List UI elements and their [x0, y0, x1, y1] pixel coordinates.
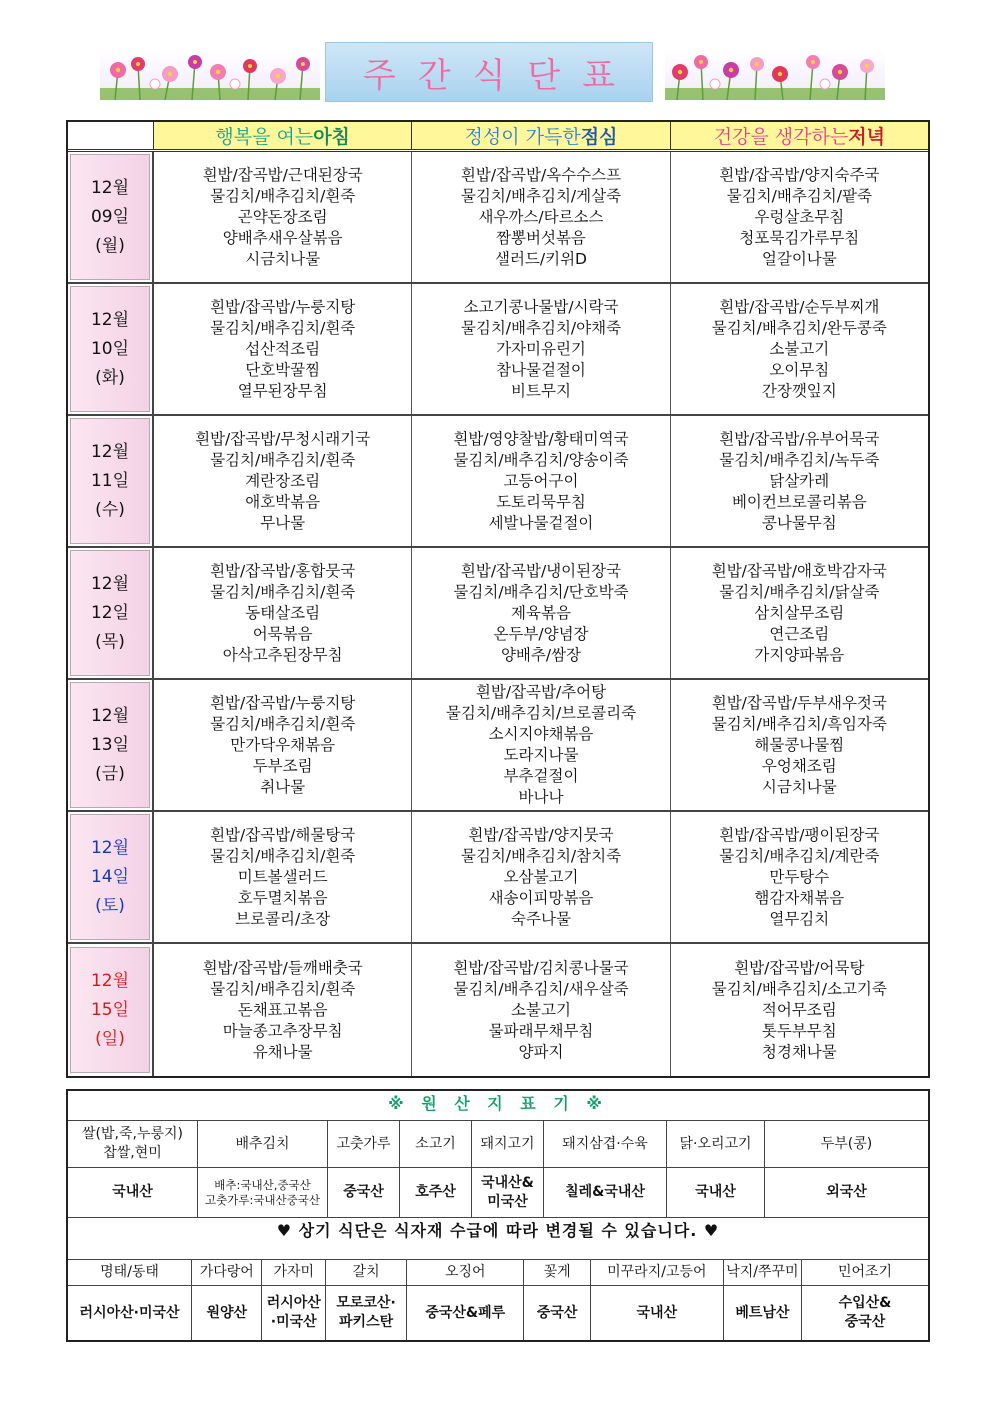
menu-item: 물김치/배추김치/게살죽 [460, 186, 622, 205]
origin-value: 러시아산·미국산 [68, 1286, 192, 1340]
date-day: 14일 [90, 866, 130, 887]
menu-item: 흰밥/잡곡밥/어묵탕 [734, 958, 865, 977]
menu-item: 흰밥/잡곡밥/옥수수스프 [460, 165, 622, 184]
menu-item: 흰밥/잡곡밥/김치콩나물국 [453, 958, 629, 977]
origin-label: 고춧가루 [328, 1121, 400, 1167]
menu-item: 물김치/배추김치/브로콜리죽 [445, 704, 637, 722]
breakfast-header: 행복을 여는 아침 [154, 122, 412, 149]
menu-item: 연근조림 [769, 624, 830, 643]
menu-item: 삼치살무조림 [754, 603, 845, 622]
menu-item: 열무김치 [769, 909, 830, 928]
dinner-menu-cell [671, 812, 928, 942]
menu-item: 만두탕수 [769, 867, 830, 886]
menu-item: 미트볼샐러드 [237, 867, 328, 886]
menu-item: 계란장조림 [245, 471, 321, 490]
origin-value: 국내산 [591, 1286, 724, 1340]
menu-item: 어묵볶음 [252, 624, 313, 643]
date-day: 15일 [90, 999, 130, 1020]
date-box [70, 947, 150, 1073]
menu-item: 흰밥/잡곡밥/순두부찌개 [719, 297, 880, 316]
origin-label: 명태/동태 [68, 1260, 192, 1285]
origin-row1-values [68, 1168, 928, 1218]
menu-day-row [68, 944, 928, 1076]
dinner-header: 건강을 생각하는 저녁 [671, 122, 928, 149]
menu-item: 양배추/쌈장 [500, 645, 582, 664]
menu-item: 샐러드/키위D [494, 249, 587, 268]
date-month: 12월 [90, 177, 130, 198]
breakfast-menu-cell [154, 548, 412, 678]
menu-item: 시금치나물 [245, 249, 321, 268]
origin-value: 국내산 [68, 1168, 198, 1217]
origin-value: 러시아산 ·미국산 [262, 1286, 326, 1340]
menu-item: 오삼불고기 [503, 867, 579, 886]
date-cell [68, 812, 154, 942]
lunch-menu-cell [412, 548, 670, 678]
menu-item: 바나나 [518, 788, 564, 806]
menu-day-row [68, 152, 928, 284]
origin-label: 돼지고기 [472, 1121, 544, 1167]
date-dow: (일) [95, 1028, 125, 1049]
menu-item: 햄감자채볶음 [754, 888, 845, 907]
menu-item: 아삭고추된장무침 [222, 645, 343, 664]
origin-value: 모로코산· 파키스탄 [326, 1286, 407, 1340]
menu-item: 열무된장무침 [237, 381, 328, 400]
date-dow: (월) [95, 235, 125, 256]
menu-item: 소불고기 [511, 1000, 571, 1019]
date-box [70, 550, 150, 676]
dinner-menu-cell [671, 548, 928, 678]
menu-item: 흰밥/잡곡밥/누룽지탕 [210, 297, 356, 316]
dinner-menu-cell [671, 944, 928, 1076]
date-box [70, 682, 150, 808]
menu-item: 제육볶음 [511, 603, 571, 622]
date-day: 12일 [90, 602, 130, 623]
menu-item: 적어무조림 [761, 1000, 837, 1019]
menu-item: 온두부/양념장 [493, 624, 589, 643]
origin-value: 국내산& 미국산 [472, 1168, 544, 1217]
date-dow: (토) [95, 895, 125, 916]
menu-item: 단호박꿀찜 [245, 360, 321, 379]
origin-label: 닭·오리고기 [667, 1121, 765, 1167]
origin-label: 오징어 [407, 1260, 524, 1285]
dinner-menu-cell [671, 284, 928, 414]
menu-item: 두부조림 [252, 756, 313, 775]
menu-item: 콩나물무침 [761, 513, 837, 532]
menu-item: 물김치/배추김치/소고기죽 [711, 979, 887, 998]
menu-item: 소고기콩나물밥/시락국 [463, 297, 619, 316]
menu-item: 닭살카레 [769, 471, 830, 490]
lunch-menu-cell [412, 944, 670, 1076]
menu-item: 물김치/배추김치/흰죽 [210, 714, 356, 733]
menu-item: 물김치/배추김치/흰죽 [210, 582, 356, 601]
menu-item: 새우까스/타르소스 [478, 207, 604, 226]
menu-item: 톳두부무침 [761, 1021, 837, 1040]
menu-item: 물김치/배추김치/흰죽 [210, 846, 356, 865]
origin-value: 수입산& 중국산 [838, 1295, 892, 1330]
origin-value: 배추:국내산,중국산 고춧가루:국내산중국산 [198, 1168, 328, 1217]
menu-item: 흰밥/잡곡밥/해물탕국 [210, 825, 356, 844]
origin-value: 국내산 [667, 1168, 765, 1217]
weekly-menu-table [66, 120, 930, 1078]
menu-item: 우엉채조림 [761, 756, 837, 775]
menu-item: 물김치/배추김치/흰죽 [210, 450, 356, 469]
menu-item: 물김치/배추김치/흰죽 [210, 979, 356, 998]
date-month: 12월 [90, 573, 130, 594]
menu-item: 흰밥/잡곡밥/양지뭇국 [468, 825, 614, 844]
menu-item: 돈채표고볶음 [237, 1000, 328, 1019]
breakfast-menu-cell [154, 152, 412, 282]
menu-item: 시금치나물 [761, 777, 837, 796]
date-cell [68, 680, 154, 810]
page-title: 주간식단표 [362, 55, 638, 96]
lunch-menu-cell [412, 152, 670, 282]
menu-item: 물김치/배추김치/흰죽 [210, 318, 356, 337]
date-month: 12월 [90, 441, 130, 462]
date-box [70, 814, 150, 940]
menu-item: 우렁살초무침 [754, 207, 845, 226]
menu-item: 참나물겉절이 [496, 360, 586, 379]
lunch-menu-cell [412, 416, 670, 546]
day-rows [68, 152, 928, 1076]
menu-item: 물김치/배추김치/양송이죽 [453, 450, 629, 469]
menu-item: 동태살조림 [245, 603, 321, 622]
dinner-menu-cell [671, 152, 928, 282]
date-dow: (수) [95, 499, 125, 520]
menu-item: 물김치/배추김치/흑임자죽 [711, 714, 887, 733]
date-box [70, 286, 150, 412]
menu-item: 간장깻잎지 [761, 381, 837, 400]
menu-item: 곤약돈장조림 [237, 207, 328, 226]
date-month: 12월 [90, 309, 130, 330]
menu-item: 해물콩나물찜 [754, 735, 845, 754]
menu-item: 베이컨브로콜리볶음 [731, 492, 867, 511]
menu-item: 애호박볶음 [245, 492, 321, 511]
menu-item: 비트무지 [511, 381, 571, 400]
menu-item: 청포묵김가루무침 [739, 228, 860, 247]
dinner-menu-cell [671, 416, 928, 546]
menu-item: 만가닥우채볶음 [230, 735, 336, 754]
menu-item: 흰밥/잡곡밥/유부어묵국 [719, 429, 880, 448]
date-cell [68, 416, 154, 546]
menu-item: 물김치/배추김치/팥죽 [726, 186, 872, 205]
origin-row2-labels [68, 1260, 928, 1286]
menu-item: 마늘종고추장무침 [222, 1021, 343, 1040]
date-cell [68, 284, 154, 414]
menu-item: 물김치/배추김치/계란죽 [719, 846, 880, 865]
menu-item: 청경채나물 [761, 1042, 837, 1061]
menu-item: 유채나물 [252, 1042, 313, 1061]
breakfast-menu-cell [154, 416, 412, 546]
page-header [0, 0, 992, 115]
origin-title: ※ 원 산 지 표 기 ※ [68, 1091, 928, 1121]
menu-item: 흰밥/잡곡밥/두부새우젓국 [711, 693, 887, 712]
menu-item: 흰밥/잡곡밥/추어탕 [475, 683, 607, 701]
origin-value: 외국산 [826, 1184, 867, 1200]
date-day: 09일 [90, 206, 130, 227]
origin-label: 가다랑어 [192, 1260, 262, 1285]
menu-item: 취나물 [260, 777, 306, 796]
date-month: 12월 [90, 837, 130, 858]
menu-day-row [68, 812, 928, 944]
origin-value: 중국산&페루 [407, 1286, 524, 1340]
menu-item: 가지양파볶음 [754, 645, 845, 664]
menu-day-row [68, 548, 928, 680]
origin-value: 호주산 [400, 1168, 472, 1217]
header-corner-cell [68, 122, 154, 149]
date-cell [68, 548, 154, 678]
menu-item: 도라지나물 [503, 746, 579, 764]
origin-row1-labels [68, 1121, 928, 1168]
menu-item: 세발나물겉절이 [488, 513, 594, 532]
lunch-header: 정성이 가득한 점심 [412, 122, 670, 149]
menu-item: 숙주나물 [511, 909, 571, 928]
menu-item: 물김치/배추김치/닭살죽 [719, 582, 880, 601]
flower-decoration-left-icon [100, 50, 320, 100]
menu-item: 양배추새우살볶음 [222, 228, 343, 247]
origin-label: 민어조기 [837, 1264, 893, 1280]
menu-item: 양파지 [518, 1042, 564, 1061]
menu-item: 물김치/배추김치/녹두죽 [719, 450, 880, 469]
origin-table [66, 1089, 930, 1342]
menu-item: 도토리묵무침 [496, 492, 586, 511]
origin-value: 칠레&국내산 [544, 1168, 667, 1217]
menu-day-row [68, 284, 928, 416]
origin-label: 소고기 [400, 1121, 472, 1167]
menu-item: 오이무침 [769, 360, 830, 379]
origin-value: 중국산 [524, 1286, 590, 1340]
breakfast-menu-cell [154, 680, 412, 810]
menu-item: 흰밥/잡곡밥/무청시래기국 [195, 429, 371, 448]
meal-header-row [68, 122, 928, 152]
menu-day-row [68, 680, 928, 812]
origin-label: 갈치 [326, 1260, 407, 1285]
flower-decoration-right-icon [665, 50, 885, 100]
origin-label: 돼지삼겹·수육 [544, 1121, 667, 1167]
origin-value: 중국산 [328, 1168, 400, 1217]
lunch-menu-cell [412, 284, 670, 414]
menu-day-row [68, 416, 928, 548]
menu-item: 소시지야채볶음 [488, 725, 594, 743]
menu-item: 흰밥/잡곡밥/팽이된장국 [719, 825, 880, 844]
date-cell [68, 944, 154, 1076]
menu-item: 물파래무채무침 [488, 1021, 594, 1040]
origin-label: 미꾸라지/고등어 [591, 1260, 724, 1285]
origin-label: 배추김치 [198, 1121, 328, 1167]
title-banner [325, 42, 653, 102]
origin-label: 가자미 [262, 1260, 326, 1285]
menu-item: 짬뽕버섯볶음 [496, 228, 586, 247]
origin-value: 원양산 [192, 1286, 262, 1340]
origin-row2-values [68, 1286, 928, 1340]
origin-label: 꽃게 [524, 1260, 590, 1285]
lunch-menu-cell [412, 680, 670, 810]
origin-label: 두부(콩) [820, 1135, 873, 1152]
menu-item: 물김치/배추김치/새우살죽 [453, 979, 629, 998]
date-day: 13일 [90, 734, 130, 755]
menu-item: 소불고기 [769, 339, 830, 358]
menu-item: 얼갈이나물 [761, 249, 837, 268]
menu-item: 부추겉절이 [503, 767, 579, 785]
origin-label: 낙지/쭈꾸미 [724, 1260, 802, 1285]
menu-item: 흰밥/잡곡밥/들깨배춧국 [202, 958, 363, 977]
date-dow: (화) [95, 367, 125, 388]
menu-item: 섭산적조림 [245, 339, 321, 358]
menu-item: 물김치/배추김치/단호박죽 [453, 582, 629, 601]
date-day: 11일 [90, 470, 130, 491]
menu-item: 새송이피망볶음 [488, 888, 594, 907]
menu-item: 물김치/배추김치/참치죽 [460, 846, 622, 865]
menu-item: 브로콜리/초장 [235, 909, 331, 928]
menu-item: 가자미유린기 [496, 339, 586, 358]
origin-value: 베트남산 [724, 1286, 802, 1340]
menu-item: 무나물 [260, 513, 306, 532]
breakfast-menu-cell [154, 944, 412, 1076]
date-dow: (금) [95, 763, 125, 784]
menu-item: 물김치/배추김치/야채죽 [460, 318, 622, 337]
breakfast-menu-cell [154, 812, 412, 942]
origin-label: 쌀(밥,죽,누룽지) 찹쌀,현미 [68, 1121, 198, 1167]
menu-item: 흰밥/잡곡밥/애호박감자국 [711, 561, 887, 580]
menu-item: 물김치/배추김치/완두콩죽 [711, 318, 887, 337]
date-dow: (목) [95, 631, 125, 652]
menu-item: 흰밥/잡곡밥/근대된장국 [202, 165, 363, 184]
date-box [70, 418, 150, 544]
date-month: 12월 [90, 970, 130, 991]
dinner-menu-cell [671, 680, 928, 810]
menu-item: 호두멸치볶음 [237, 888, 328, 907]
lunch-menu-cell [412, 812, 670, 942]
menu-item: 흰밥/잡곡밥/양지숙주국 [719, 165, 880, 184]
menu-item: 고등어구이 [503, 471, 579, 490]
date-day: 10일 [90, 338, 130, 359]
date-cell [68, 152, 154, 282]
menu-item: 흰밥/잡곡밥/누룽지탕 [210, 693, 356, 712]
menu-item: 흰밥/영양찰밥/황태미역국 [453, 429, 629, 448]
menu-change-notice: ♥ 상기 식단은 식자재 수급에 따라 변경될 수 있습니다. ♥ [68, 1218, 928, 1260]
menu-item: 흰밥/잡곡밥/홍합뭇국 [210, 561, 356, 580]
menu-item: 물김치/배추김치/흰죽 [210, 186, 356, 205]
date-month: 12월 [90, 705, 130, 726]
date-box [70, 154, 150, 280]
menu-item: 흰밥/잡곡밥/냉이된장국 [460, 561, 622, 580]
breakfast-menu-cell [154, 284, 412, 414]
